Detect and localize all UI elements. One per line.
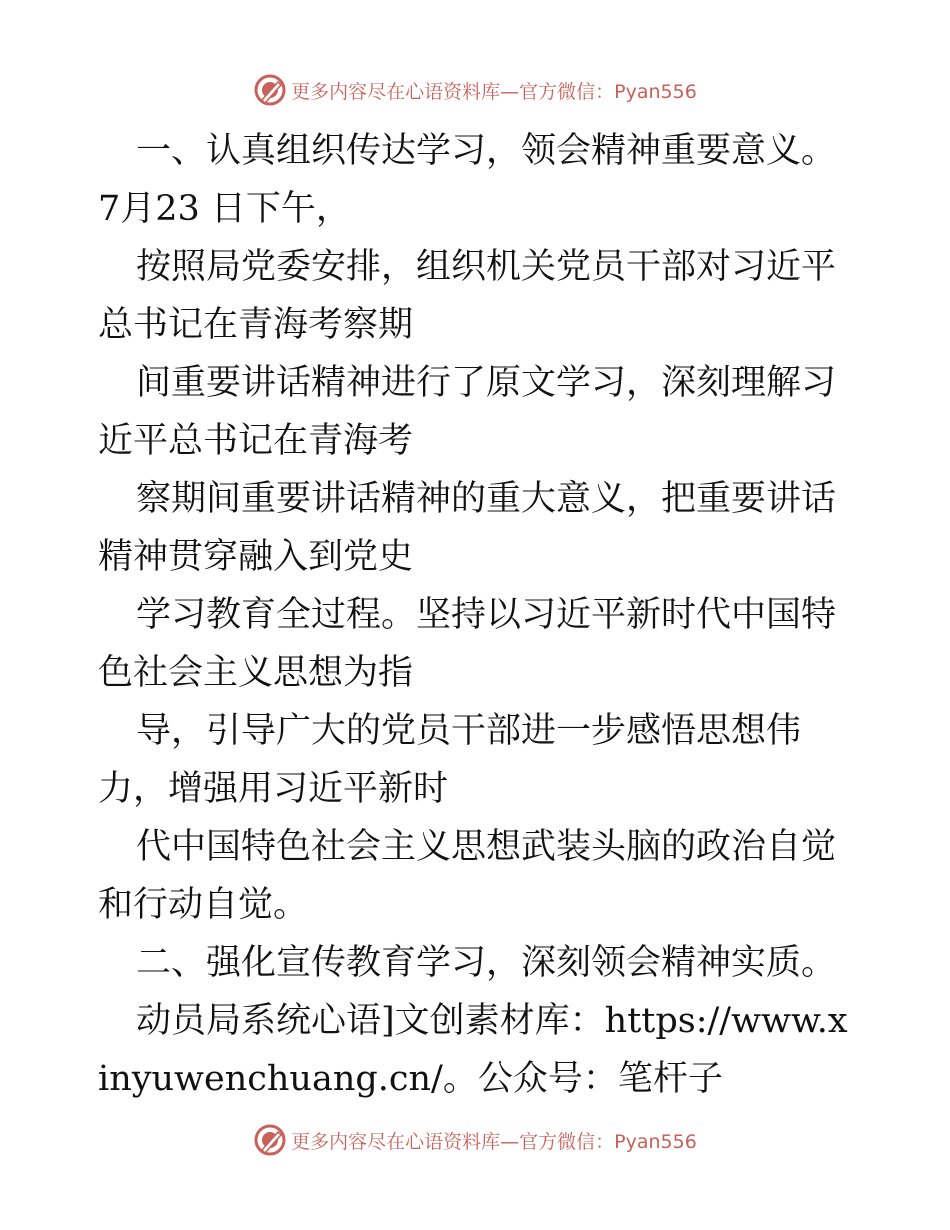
document-body (98, 122, 858, 1108)
paragraph-4: 察期间重要讲话精神的重大意义，把重要讲话精神贯穿融入到党史 (98, 479, 837, 577)
paragraph-5: 学习教育全过程。坚持以习近平新时代中国特色社会主义思想为指 (98, 595, 837, 693)
watermark-text: 更多内容尽在心语资料库—官方微信：Pyan556 (291, 80, 697, 103)
paragraph-6: 导，引导广大的党员干部进一步感悟思想伟力，增强用习近平新时 (98, 711, 802, 809)
pen-seal-icon (253, 1123, 287, 1157)
paragraph-7: 代中国特色社会主义思想武装头脑的政治自觉和行动自觉。 (98, 827, 837, 925)
footer-watermark (0, 1120, 950, 1160)
watermark-text: 更多内容尽在心语资料库—官方微信：Pyan556 (291, 1130, 697, 1153)
paragraph-2: 按照局党委安排，组织机关党员干部对习近平总书记在青海考察期 (98, 247, 837, 345)
paragraph-9: 动员局系统心语]文创素材库：https://www.xinyuwenchuang.cn/。公众号：笔杆子 (98, 1001, 848, 1099)
paragraph-1: 一、认真组织传达学习，领会精神重要意义。7月23 日下午， (98, 131, 837, 229)
header-watermark (0, 70, 950, 110)
paragraph-3: 间重要讲话精神进行了原文学习，深刻理解习近平总书记在青海考 (98, 363, 837, 461)
pen-seal-icon (253, 73, 287, 107)
paragraph-8: 二、强化宣传教育学习，深刻领会精神实质。 (136, 943, 837, 983)
